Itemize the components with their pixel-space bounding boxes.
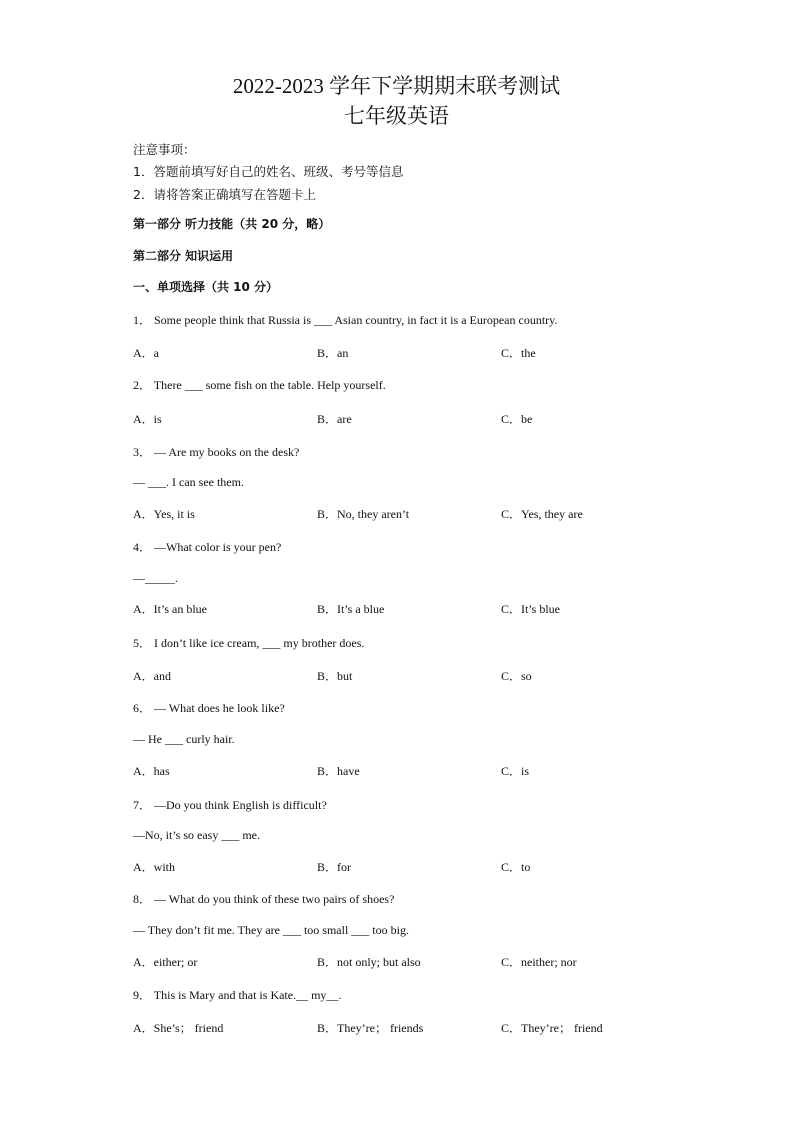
question-stem: 5． I don’t like ice cream, ___ my brother does.	[133, 636, 365, 650]
option-c: C．the	[501, 346, 536, 360]
section-heading-part1: 第一部分 听力技能（共 20 分，略）	[133, 217, 331, 231]
exam-subtitle: 七年级英语	[344, 104, 449, 128]
option-a: A．has	[133, 764, 170, 778]
question-stem: 3． — Are my books on the desk?	[133, 445, 300, 459]
question-line: — ___. I can see them.	[133, 475, 244, 489]
option-a: A．a	[133, 346, 159, 360]
option-c: C．be	[501, 412, 533, 426]
option-c: C．so	[501, 669, 532, 683]
question-line: —_____.	[133, 571, 178, 585]
option-a: A．either; or	[133, 955, 198, 969]
option-b: B．They’re； friends	[317, 1021, 424, 1035]
option-c: C．is	[501, 764, 530, 778]
section-heading-part2: 第二部分 知识运用	[133, 249, 234, 263]
question-line: — He ___ curly hair.	[133, 732, 235, 746]
option-b: B．No, they aren’t	[317, 507, 410, 521]
exam-title: 2022-2023 学年下学期期末联考测试	[232, 74, 561, 98]
option-b: B．but	[317, 669, 353, 683]
notice-label: 注意事项：	[133, 142, 196, 157]
question-stem: 9． This is Mary and that is Kate.__ my__.	[133, 988, 342, 1002]
question-stem: 4． —What color is your pen?	[133, 540, 282, 554]
option-a: A．Yes, it is	[133, 507, 195, 521]
option-a: A．She’s； friend	[133, 1021, 224, 1035]
option-a: A．and	[133, 669, 171, 683]
option-c: C．Yes, they are	[501, 507, 583, 521]
question-stem: 2． There ___ some fish on the table. Help yourself.	[133, 378, 386, 392]
option-b: B．an	[317, 346, 349, 360]
option-b: B．It’s a blue	[317, 602, 385, 616]
option-c: C．neither; nor	[501, 955, 577, 969]
option-a: A．It’s an blue	[133, 602, 207, 616]
question-stem: 1． Some people think that Russia is ___ Asian country, in fact it is a European country.	[133, 313, 558, 327]
option-b: B．not only; but also	[317, 955, 421, 969]
question-line: —No, it’s so easy ___ me.	[133, 828, 260, 842]
question-stem: 7． —Do you think English is difficult?	[133, 798, 327, 812]
question-stem: 8． — What do you think of these two pairs of shoes?	[133, 892, 395, 906]
question-line: — They don’t fit me. They are ___ too small ___ too big.	[133, 923, 409, 937]
option-b: B．for	[317, 860, 351, 874]
notice-item: 1．答题前填写好自己的姓名、班级、考号等信息	[133, 164, 404, 179]
option-a: A．with	[133, 860, 176, 874]
section-heading-single-choice: 一、单项选择（共 10 分）	[133, 280, 279, 294]
notice-item: 2．请将答案正确填写在答题卡上	[133, 187, 316, 202]
option-a: A．is	[133, 412, 162, 426]
option-b: B．have	[317, 764, 360, 778]
option-c: C．They’re； friend	[501, 1021, 603, 1035]
option-c: C．to	[501, 860, 531, 874]
question-stem: 6． — What does he look like?	[133, 701, 285, 715]
option-b: B．are	[317, 412, 352, 426]
option-c: C．It’s blue	[501, 602, 560, 616]
